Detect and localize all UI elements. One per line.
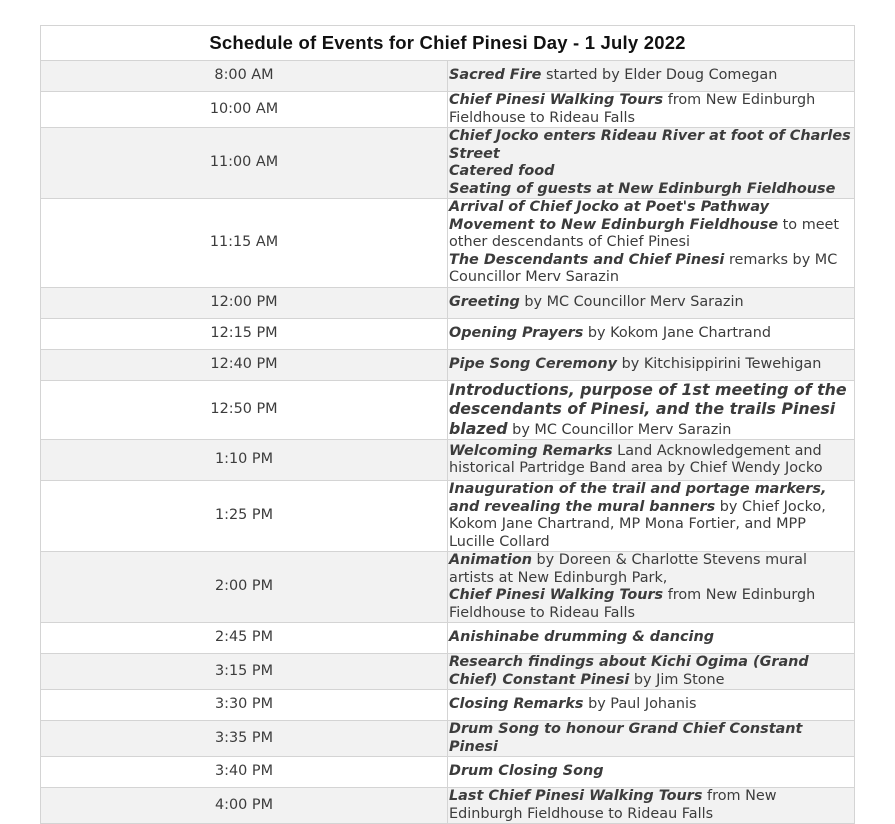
event-detail: from New Edinburgh Fieldhouse to Rideau Falls <box>449 587 816 621</box>
event-time: 11:00 AM <box>41 128 448 199</box>
event-name: Drum Closing Song <box>449 763 604 780</box>
event-description <box>448 623 855 654</box>
table-row <box>41 199 855 288</box>
event-detail: by MC Councillor Merv Sarazin <box>507 421 732 438</box>
event-name: Arrival of Chief Jocko at Poet's Pathway <box>449 199 770 215</box>
event-time: 1:25 PM <box>41 481 448 552</box>
event-time: 3:30 PM <box>41 690 448 721</box>
table-row <box>41 654 855 690</box>
event-name: Greeting <box>449 293 520 310</box>
event-description <box>448 199 855 288</box>
event-description <box>448 61 855 92</box>
event-description <box>448 654 855 690</box>
description-line <box>449 587 853 622</box>
description-line <box>449 356 853 374</box>
event-description <box>448 128 855 199</box>
event-time: 3:15 PM <box>41 654 448 690</box>
event-time: 2:00 PM <box>41 552 448 623</box>
event-description <box>448 380 855 440</box>
schedule-table <box>40 25 855 824</box>
table-row <box>41 318 855 349</box>
description-line <box>449 629 853 647</box>
table-row <box>41 481 855 552</box>
event-detail: started by Elder Doug Comegan <box>541 67 778 84</box>
event-time: 3:35 PM <box>41 721 448 757</box>
event-detail: remarks by MC Councillor Merv Sarazin <box>449 251 838 285</box>
description-line <box>449 92 853 127</box>
event-name: Research findings about Kichi Ogima (Grand Chief) Constant Pinesi <box>449 654 809 688</box>
event-description <box>448 481 855 552</box>
schedule-title: Schedule of Events for Chief Pinesi Day - 1 July 2022 <box>41 26 855 61</box>
event-name: Catered food <box>449 163 555 179</box>
event-time: 1:10 PM <box>41 440 448 481</box>
table-row <box>41 721 855 757</box>
event-description <box>448 552 855 623</box>
description-line <box>449 163 853 181</box>
event-detail: by Kokom Jane Chartrand <box>583 324 772 341</box>
event-name: Welcoming Remarks <box>449 442 613 459</box>
description-line <box>449 199 853 217</box>
event-detail: by Jim Stone <box>629 671 725 688</box>
event-detail: Land Acknowledgement and historical Partridge Band area by Chief Wendy Jocko <box>449 442 823 476</box>
event-description <box>448 318 855 349</box>
event-name: Movement to New Edinburgh Fieldhouse <box>449 216 779 233</box>
description-line <box>449 552 853 587</box>
description-line <box>449 128 853 163</box>
event-description <box>448 440 855 481</box>
event-name: Anishinabe drumming & dancing <box>449 629 715 646</box>
table-row <box>41 757 855 788</box>
event-name: Last Chief Pinesi Walking Tours <box>449 788 703 804</box>
table-row <box>41 128 855 199</box>
description-line <box>449 325 853 343</box>
event-time: 12:40 PM <box>41 349 448 380</box>
event-description <box>448 757 855 788</box>
description-line <box>449 181 853 199</box>
table-row <box>41 690 855 721</box>
event-time: 3:40 PM <box>41 757 448 788</box>
table-row <box>41 623 855 654</box>
description-line <box>449 443 853 478</box>
description-line <box>449 763 853 781</box>
title-row <box>41 26 855 61</box>
event-detail: by Paul Johanis <box>583 696 697 713</box>
event-time: 10:00 AM <box>41 92 448 128</box>
event-time: 2:45 PM <box>41 623 448 654</box>
event-name: Chief Pinesi Walking Tours <box>449 587 664 603</box>
description-line <box>449 788 853 823</box>
event-detail: to meet other descendants of Chief Pinesi <box>449 216 840 250</box>
event-name: Inauguration of the trail and portage markers, and revealing the mural banners <box>449 481 827 515</box>
schedule-body <box>41 61 855 824</box>
description-line <box>449 381 853 440</box>
event-name: The Descendants and Chief Pinesi <box>449 251 725 268</box>
event-name: Animation <box>449 552 532 568</box>
table-row <box>41 349 855 380</box>
event-description <box>448 721 855 757</box>
event-name: Closing Remarks <box>449 696 584 713</box>
description-line <box>449 696 853 714</box>
event-description <box>448 690 855 721</box>
description-line <box>449 252 853 287</box>
event-time: 8:00 AM <box>41 61 448 92</box>
event-detail: by Chief Jocko, Kokom Jane Chartrand, MP Mona Fortier, and MPP Lucille Collard <box>449 498 826 550</box>
event-description <box>448 788 855 824</box>
event-time: 12:15 PM <box>41 318 448 349</box>
event-description <box>448 349 855 380</box>
description-line <box>449 481 853 551</box>
event-name: Sacred Fire <box>449 67 542 84</box>
table-row <box>41 380 855 440</box>
event-detail: from New Edinburgh Fieldhouse to Rideau Falls <box>449 788 777 822</box>
event-description <box>448 287 855 318</box>
table-row <box>41 61 855 92</box>
event-time: 12:50 PM <box>41 380 448 440</box>
event-name: Opening Prayers <box>449 324 584 341</box>
table-row <box>41 92 855 128</box>
event-name: Chief Pinesi Walking Tours <box>449 92 664 108</box>
event-detail: by MC Councillor Merv Sarazin <box>519 293 744 310</box>
event-name: Chief Jocko enters Rideau River at foot of Charles Street <box>449 128 851 162</box>
table-row <box>41 788 855 824</box>
event-name: Seating of guests at New Edinburgh Fieldhouse <box>449 180 836 197</box>
event-time: 11:15 AM <box>41 199 448 288</box>
description-line <box>449 654 853 689</box>
event-name: Pipe Song Ceremony <box>449 355 618 372</box>
description-line <box>449 294 853 312</box>
description-line <box>449 217 853 252</box>
event-detail: by Doreen & Charlotte Stevens mural artists at New Edinburgh Park, <box>449 552 807 586</box>
event-description <box>448 92 855 128</box>
event-time: 12:00 PM <box>41 287 448 318</box>
event-name: Drum Song to honour Grand Chief Constant Pinesi <box>449 721 803 755</box>
event-detail: by Kitchisippirini Tewehigan <box>617 355 822 372</box>
table-row <box>41 440 855 481</box>
event-name: Introductions, purpose of 1st meeting of the descendants of Pinesi, and the trails Pinesi blazed <box>449 379 847 438</box>
table-row <box>41 552 855 623</box>
description-line <box>449 67 853 85</box>
table-row <box>41 287 855 318</box>
description-line <box>449 721 853 756</box>
event-time: 4:00 PM <box>41 788 448 824</box>
event-detail: from New Edinburgh Fieldhouse to Rideau Falls <box>449 92 816 126</box>
